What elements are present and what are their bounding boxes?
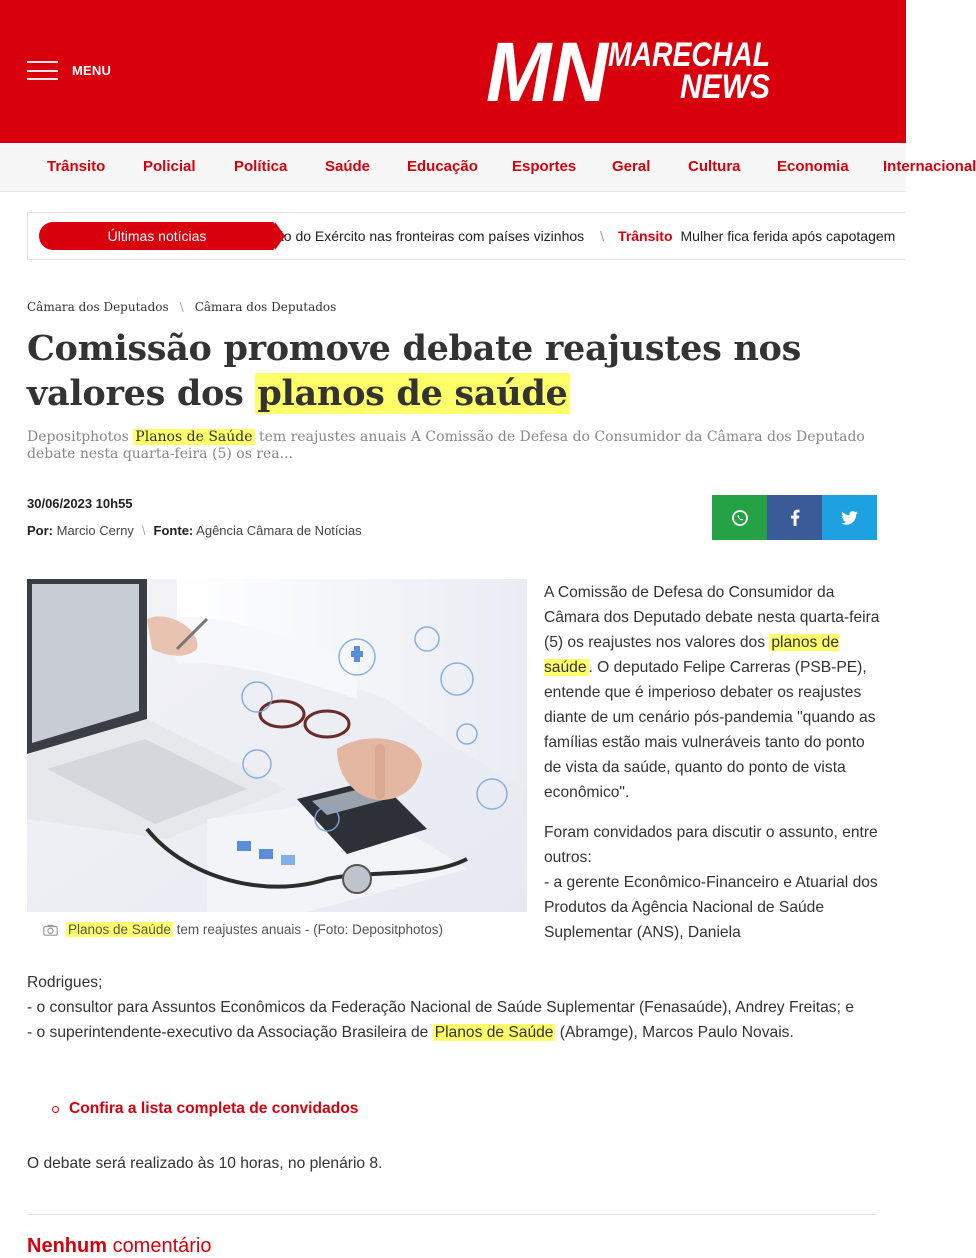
title-highlight: planos de saúde: [257, 373, 568, 414]
caption-text: tem reajustes anuais - (Foto: Depositphotos): [172, 922, 443, 937]
latest-news-ticker: [27, 212, 906, 260]
paragraph-text: Foram convidados para discutir o assunto, entre outros:: [544, 824, 878, 866]
category-nav: [0, 143, 976, 192]
article-title: [27, 326, 857, 416]
nav-item-politica[interactable]: Política: [234, 158, 288, 175]
paragraph: [544, 820, 884, 945]
paragraph-text: - o consultor para Assuntos Econômicos da Federação Nacional de Saúde Suplementar (Fenasaúde), Andrey Freitas; e: [27, 999, 854, 1016]
camera-icon: [43, 924, 58, 936]
comments-label: comentário: [112, 1235, 212, 1257]
author-name: Marcio Cerny: [56, 523, 134, 538]
paragraph-text: Rodrigues;: [27, 974, 103, 991]
paragraph-text: A Comissão de Defesa do Consumidor da Câmara dos Deputado debate nesta quarta-feira (5) os reajustes nos valores dos: [544, 584, 880, 651]
nav-item-esportes[interactable]: Esportes: [512, 158, 577, 175]
breadcrumb: [27, 300, 336, 314]
menu-button[interactable]: [27, 61, 111, 80]
summary-text: tem reajustes anuais A Comissão de Defesa do Consumidor da Câmara dos Deputado debate nesta quarta-feira (5) os rea...: [27, 429, 865, 462]
comments-heading: [27, 1235, 212, 1258]
logo-line1: MARECHAL: [608, 36, 770, 74]
ticker-item-category[interactable]: Trânsito: [618, 228, 673, 244]
byline: [27, 523, 362, 538]
nav-item-policial[interactable]: Policial: [143, 158, 196, 175]
ticker-item[interactable]: ão do Exército nas fronteiras com países vizinhos: [276, 228, 585, 244]
article-body: [544, 580, 884, 960]
source-label: Fonte:: [153, 523, 194, 538]
nav-item-economia[interactable]: Economia: [777, 158, 849, 175]
breadcrumb-item[interactable]: Câmara dos Deputados: [27, 300, 169, 314]
twitter-icon: [841, 511, 858, 525]
breadcrumb-item[interactable]: Câmara dos Deputados: [194, 300, 337, 314]
paragraph-text: - a gerente Econômico-Financeiro e Atuarial dos Produtos da Agência Nacional de Saúde Suplementar (ANS), Daniela: [544, 874, 878, 941]
breadcrumb-separator: \: [179, 300, 184, 314]
guest-list-link[interactable]: Confira a lista completa de convidados: [69, 1100, 359, 1117]
text-highlight: planos de saúde: [544, 634, 839, 676]
photo-caption: [43, 922, 443, 937]
ticker-item[interactable]: Mulher fica ferida após capotagem: [680, 228, 896, 244]
share-whatsapp-button[interactable]: [712, 495, 767, 540]
title-text: Comissão promove debate reajustes nos valores dos: [27, 328, 802, 414]
source-name: Agência Câmara de Notícias: [196, 523, 362, 538]
article-photo[interactable]: [27, 579, 527, 912]
site-header: [0, 0, 906, 143]
ticker-label: Últimas notícias: [39, 222, 275, 250]
article-summary: [27, 429, 877, 463]
nav-item-internacional[interactable]: Internacional: [883, 158, 976, 175]
nav-item-cultura[interactable]: Cultura: [688, 158, 741, 175]
logo-line2: NEWS: [680, 68, 771, 106]
bullet-icon: [52, 1106, 59, 1113]
share-facebook-button[interactable]: [767, 495, 822, 540]
summary-highlight: Planos de Saúde: [135, 429, 253, 445]
closing-paragraph: O debate será realizado às 10 horas, no plenário 8.: [27, 1155, 383, 1172]
nav-item-transito[interactable]: Trânsito: [47, 158, 106, 175]
facebook-icon: [790, 509, 800, 526]
caption-highlight: Planos de Saúde: [68, 922, 171, 937]
ticker-separator: \: [600, 228, 605, 244]
text-highlight: Planos de Saúde: [434, 1024, 554, 1041]
paragraph-text: - o superintendente-executivo da Associação Brasileira de: [27, 1024, 433, 1041]
paragraph: [544, 580, 884, 805]
divider: [27, 1214, 877, 1215]
hamburger-icon: [27, 61, 58, 80]
comments-count: Nenhum: [27, 1235, 107, 1257]
nav-item-saude[interactable]: Saúde: [325, 158, 371, 175]
byline-separator: \: [141, 523, 146, 538]
author-label: Por:: [27, 523, 53, 538]
publish-date: 30/06/2023 10h55: [27, 496, 133, 511]
paragraph-text: . O deputado Felipe Carreras (PSB-PE), entende que é imperioso debater os reajustes diante de um cenário pós-pandemia "quando as famílias estão mais vulneráveis tanto do ponto de vista da saúde, quanto do ponto de vista econômico".: [544, 659, 876, 801]
share-twitter-button[interactable]: [822, 495, 877, 540]
whatsapp-icon: [731, 509, 749, 527]
summary-text: Depositphotos: [27, 429, 134, 445]
article-body-continued: [27, 970, 887, 1045]
ticker-items: [276, 228, 895, 244]
menu-label: MENU: [72, 63, 112, 78]
nav-item-geral[interactable]: Geral: [612, 158, 651, 175]
site-logo[interactable]: [484, 25, 774, 119]
logo-mark: MN: [486, 25, 611, 119]
nav-item-educacao[interactable]: Educação: [407, 158, 478, 175]
paragraph-text: (Abramge), Marcos Paulo Novais.: [555, 1024, 794, 1041]
